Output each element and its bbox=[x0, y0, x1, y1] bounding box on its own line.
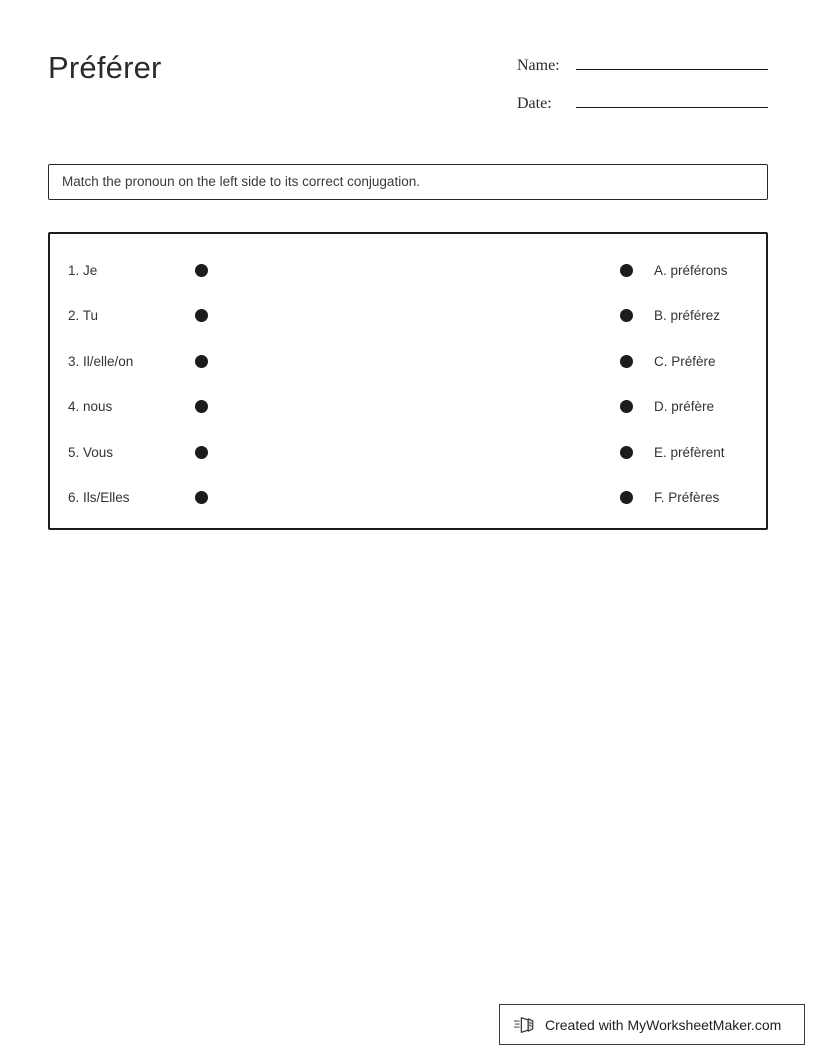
match-left-label: 5. Vous bbox=[68, 444, 114, 460]
match-left-label: 4. nous bbox=[68, 399, 113, 414]
match-right-dot[interactable] bbox=[620, 355, 633, 368]
match-right-label: C. Préfère bbox=[654, 353, 716, 369]
match-right-label: E. préfèrent bbox=[654, 444, 725, 460]
match-left-dot[interactable] bbox=[195, 264, 208, 277]
match-right-dot[interactable] bbox=[620, 264, 633, 277]
match-right-label: D. préfère bbox=[654, 399, 715, 414]
date-field-label: Date: bbox=[517, 95, 552, 112]
date-field-row bbox=[517, 90, 768, 113]
match-right-dot[interactable] bbox=[620, 491, 633, 504]
name-field-row bbox=[517, 52, 768, 75]
match-left-item bbox=[68, 308, 218, 323]
match-right-dot[interactable] bbox=[620, 446, 633, 459]
name-field-input-line[interactable] bbox=[576, 52, 768, 70]
match-left-dot[interactable] bbox=[195, 491, 208, 504]
match-left-label: 6. Ils/Elles bbox=[68, 490, 130, 505]
match-row bbox=[50, 397, 766, 417]
match-left-dot[interactable] bbox=[195, 446, 208, 459]
instruction-box bbox=[48, 164, 768, 200]
match-right-item bbox=[620, 445, 725, 460]
date-field-input-line[interactable] bbox=[576, 90, 768, 108]
match-right-dot[interactable] bbox=[620, 400, 633, 413]
match-row bbox=[50, 442, 766, 462]
match-left-label: 3. Il/elle/on bbox=[68, 353, 134, 369]
instruction-text: Match the pronoun on the left side to its correct conjugation. bbox=[62, 174, 420, 189]
page-title: Préférer bbox=[48, 50, 162, 85]
match-row bbox=[50, 351, 766, 371]
matching-grid bbox=[50, 234, 766, 528]
match-right-item bbox=[620, 490, 719, 505]
match-left-dot[interactable] bbox=[195, 309, 208, 322]
match-right-item bbox=[620, 399, 714, 414]
match-left-dot[interactable] bbox=[195, 355, 208, 368]
match-left-item bbox=[68, 354, 218, 369]
match-left-label: 1. Je bbox=[68, 262, 98, 278]
match-left-item bbox=[68, 445, 218, 460]
match-right-item bbox=[620, 354, 716, 369]
match-row bbox=[50, 306, 766, 326]
footer-attribution-text: Created with MyWorksheetMaker.com bbox=[545, 1016, 782, 1033]
matching-exercise-box bbox=[48, 232, 768, 530]
footer-attribution-badge[interactable] bbox=[499, 1004, 805, 1045]
match-row bbox=[50, 260, 766, 280]
worksheet-maker-logo-icon bbox=[514, 1014, 536, 1036]
match-right-label: A. préférons bbox=[654, 262, 728, 278]
match-row bbox=[50, 488, 766, 508]
match-right-dot[interactable] bbox=[620, 309, 633, 322]
name-field-label: Name: bbox=[517, 57, 560, 74]
match-right-item bbox=[620, 263, 728, 278]
match-right-label: B. préférez bbox=[654, 308, 721, 323]
match-left-dot[interactable] bbox=[195, 400, 208, 413]
match-left-item bbox=[68, 399, 218, 414]
match-right-item bbox=[620, 308, 720, 323]
match-left-label: 2. Tu bbox=[68, 308, 99, 323]
match-left-item bbox=[68, 490, 218, 505]
match-left-item bbox=[68, 263, 218, 278]
match-right-label: F. Préfères bbox=[654, 490, 720, 505]
